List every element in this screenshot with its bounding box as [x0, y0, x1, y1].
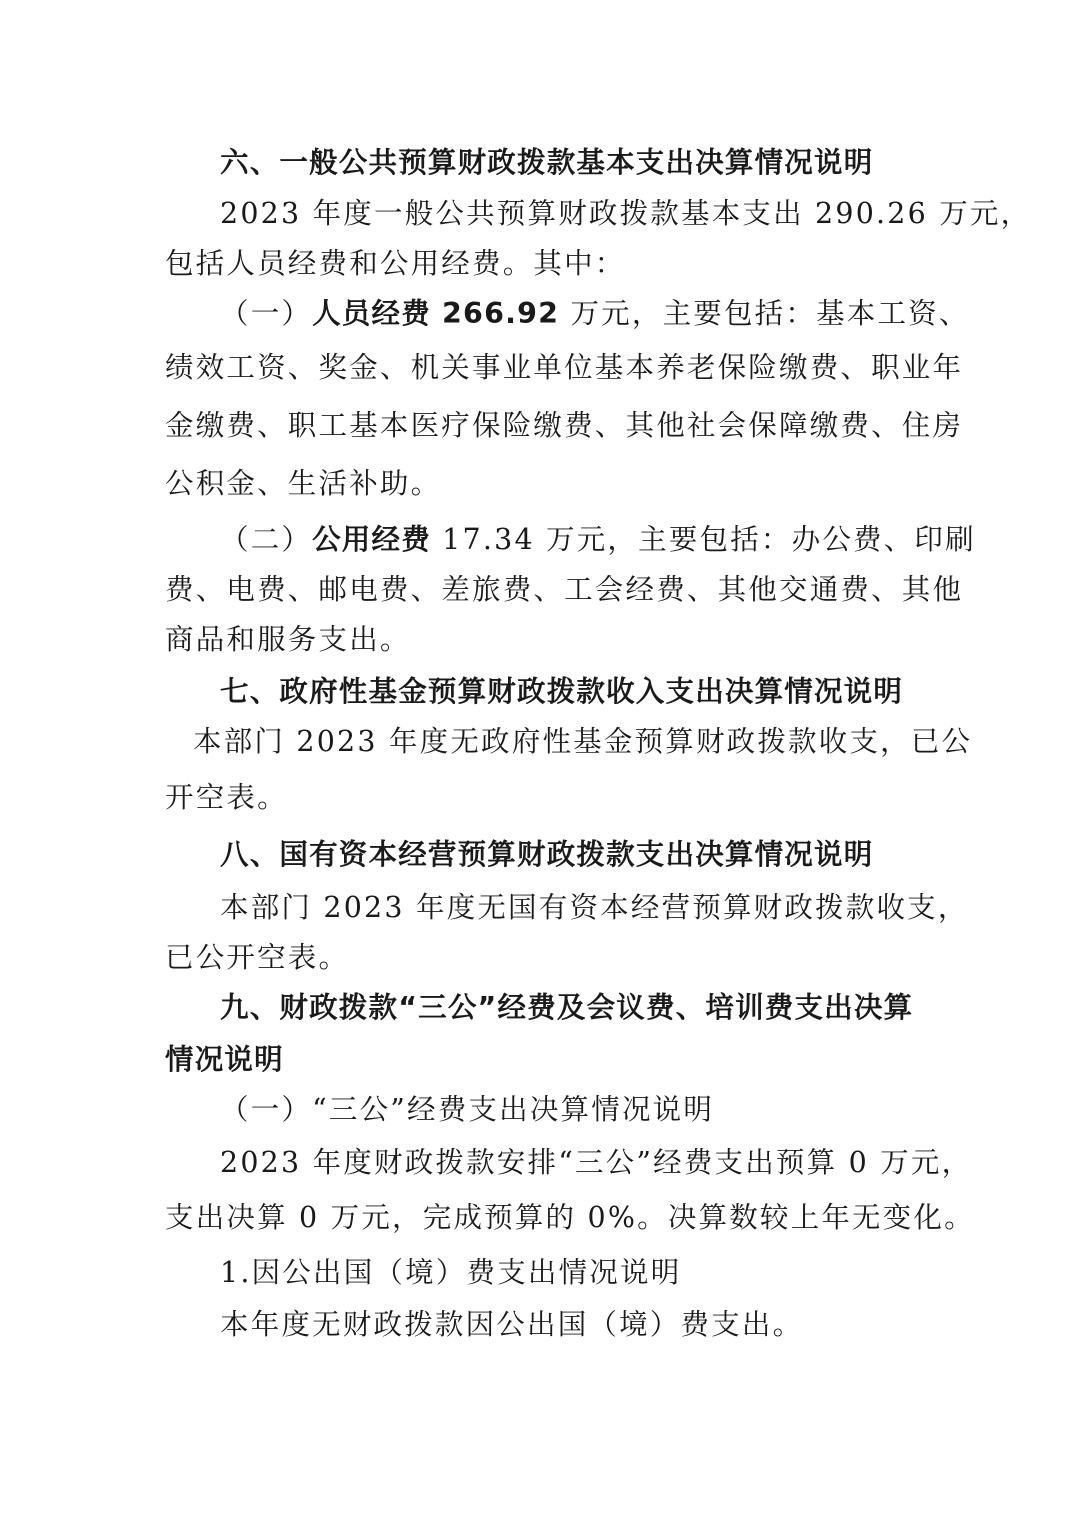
personnel-cost-line-4: 公积金、生活补助。 [165, 467, 442, 500]
three-public-body-line-1: 2023 年度财政拨款安排“三公”经费支出预算 0 万元， [220, 1146, 973, 1179]
section-7-heading: 七、政府性基金预算财政拨款收入支出决算情况说明 [220, 675, 904, 708]
public-cost-label: 公用经费 [312, 523, 431, 556]
personnel-cost-label: 人员经费 266.92 [312, 297, 560, 330]
three-public-subheading: （一）“三公”经费支出决算情况说明 [220, 1093, 715, 1126]
public-cost-rest: 17.34 万元，主要包括：办公费、印刷 [430, 523, 976, 556]
section-8-heading: 八、国有资本经营预算财政拨款支出决算情况说明 [220, 838, 874, 871]
section-7-body-line-1: 本部门 2023 年度无政府性基金预算财政拨款收支，已公 [193, 725, 973, 758]
public-cost-line-2: 费、电费、邮电费、差旅费、工会经费、其他交通费、其他 [165, 573, 964, 606]
personnel-cost-rest: 万元，主要包括：基本工资、 [559, 297, 970, 330]
section-9-heading-line-1: 九、财政拨款“三公”经费及会议费、培训费支出决算 [220, 991, 914, 1024]
section-7-body-line-2: 开空表。 [165, 781, 288, 814]
three-public-body-line-2: 支出决算 0 万元，完成预算的 0%。决算数较上年无变化。 [165, 1201, 975, 1234]
section-6-intro-line-1: 2023 年度一般公共预算财政拨款基本支出 290.26 万元， [220, 197, 1032, 230]
section-8-body-line-2: 已公开空表。 [165, 941, 350, 974]
section-9-heading-line-2: 情况说明 [165, 1043, 284, 1076]
overseas-travel-body: 本年度无财政拨款因公出国（境）费支出。 [220, 1308, 804, 1341]
section-8-body-line-1: 本部门 2023 年度无国有资本经营预算财政拨款收支， [220, 891, 969, 924]
public-cost-line-1 [220, 520, 976, 560]
personnel-cost-line-3: 金缴费、职工基本医疗保险缴费、其他社会保障缴费、住房 [165, 409, 964, 442]
personnel-cost-lead: （一） [220, 297, 313, 330]
public-cost-lead: （二） [220, 523, 313, 556]
public-cost-line-3: 商品和服务支出。 [165, 623, 411, 656]
personnel-cost-line-2: 绩效工资、奖金、机关事业单位基本养老保险缴费、职业年 [165, 351, 964, 384]
personnel-cost-line-1 [220, 294, 970, 334]
overseas-travel-title: 1.因公出国（境）费支出情况说明 [220, 1256, 682, 1289]
section-6-heading: 六、一般公共预算财政拨款基本支出决算情况说明 [220, 146, 874, 179]
section-6-intro-line-2: 包括人员经费和公用经费。其中： [165, 247, 626, 280]
